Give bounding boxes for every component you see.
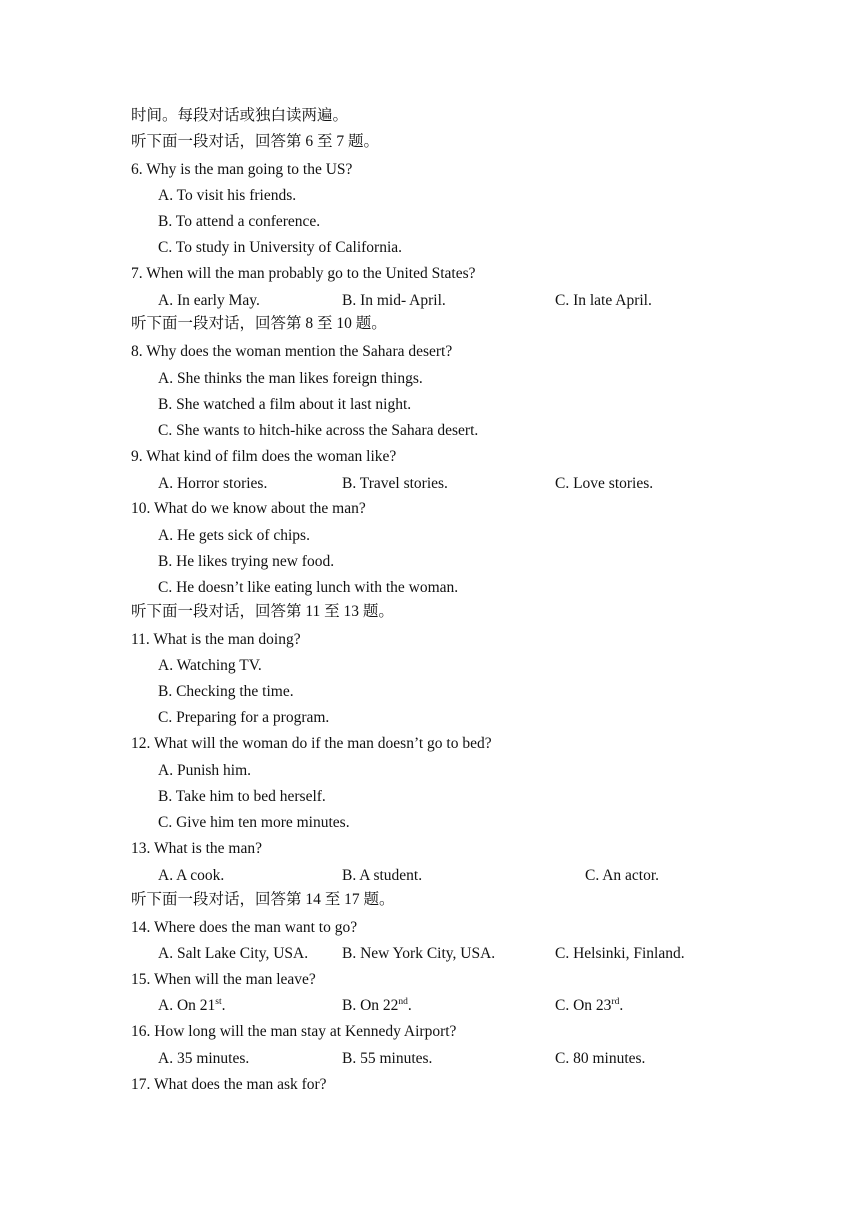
option-c: C. She wants to hitch-hike across the Sahara desert.	[158, 422, 479, 439]
option-a: A. 35 minutes.	[158, 1050, 250, 1067]
option-a: A. Watching TV.	[158, 657, 262, 674]
option-c: C. Preparing for a program.	[158, 709, 330, 726]
option-b	[342, 996, 412, 1016]
option-c: C. He doesn’t like eating lunch with the woman.	[158, 579, 459, 596]
ordinal-suffix: nd	[398, 997, 408, 1007]
option-c: C. Love stories.	[555, 475, 654, 492]
question-stem: 6. Why is the man going to the US?	[131, 161, 353, 178]
section-instruction: 听下面一段对话，回答第 11 至 13 题。	[131, 603, 394, 620]
option-c: C. 80 minutes.	[555, 1050, 646, 1067]
option-c: C. To study in University of California.	[158, 239, 403, 256]
option-b: B. Checking the time.	[158, 683, 294, 700]
option-b: B. To attend a conference.	[158, 213, 321, 230]
option-a-period: .	[221, 997, 226, 1014]
option-a: A. Punish him.	[158, 762, 252, 779]
option-a: A. In early May.	[158, 292, 260, 309]
option-a: A. She thinks the man likes foreign things.	[158, 370, 423, 387]
option-b-text: B. On 22	[342, 997, 399, 1014]
option-c-period: .	[619, 997, 624, 1014]
option-c	[555, 996, 623, 1016]
option-c: C. Helsinki, Finland.	[555, 945, 685, 962]
option-b: B. Take him to bed herself.	[158, 788, 326, 805]
section-instruction: 听下面一段对话，回答第 8 至 10 题。	[131, 315, 387, 332]
option-a: A. Horror stories.	[158, 475, 268, 492]
option-a: A. Salt Lake City, USA.	[158, 945, 309, 962]
question-stem: 11. What is the man doing?	[131, 631, 301, 648]
question-stem: 13. What is the man?	[131, 840, 263, 857]
option-a: A. To visit his friends.	[158, 187, 297, 204]
option-b-period: .	[407, 997, 412, 1014]
intro-line: 时间。每段对话或独白读两遍。	[131, 107, 349, 124]
question-stem: 8. Why does the woman mention the Sahara desert?	[131, 343, 453, 360]
option-a-text: A. On 21	[158, 997, 216, 1014]
question-stem: 16. How long will the man stay at Kennedy Airport?	[131, 1023, 457, 1040]
question-stem: 17. What does the man ask for?	[131, 1076, 327, 1093]
ordinal-suffix: rd	[611, 997, 620, 1007]
question-stem: 14. Where does the man want to go?	[131, 919, 358, 936]
section-instruction: 听下面一段对话，回答第 14 至 17 题。	[131, 891, 395, 908]
option-c: C. Give him ten more minutes.	[158, 814, 350, 831]
question-stem: 9. What kind of film does the woman like?	[131, 448, 397, 465]
ordinal-suffix: st	[215, 997, 222, 1007]
option-a: A. A cook.	[158, 867, 225, 884]
option-a: A. He gets sick of chips.	[158, 527, 310, 544]
option-b: B. He likes trying new food.	[158, 553, 335, 570]
option-b: B. 55 minutes.	[342, 1050, 433, 1067]
option-b: B. Travel stories.	[342, 475, 448, 492]
question-stem: 12. What will the woman do if the man doesn’t go to bed?	[131, 735, 492, 752]
question-stem: 15. When will the man leave?	[131, 971, 316, 988]
option-c-text: C. On 23	[555, 997, 612, 1014]
option-c: C. In late April.	[555, 292, 652, 309]
option-b: B. A student.	[342, 867, 423, 884]
section-instruction: 听下面一段对话，回答第 6 至 7 题。	[131, 133, 380, 150]
option-a	[158, 996, 225, 1016]
option-b: B. She watched a film about it last night.	[158, 396, 412, 413]
question-stem: 7. When will the man probably go to the United States?	[131, 265, 476, 282]
option-b: B. In mid- April.	[342, 292, 446, 309]
question-stem: 10. What do we know about the man?	[131, 500, 366, 517]
option-b: B. New York City, USA.	[342, 945, 496, 962]
option-c: C. An actor.	[585, 867, 660, 884]
